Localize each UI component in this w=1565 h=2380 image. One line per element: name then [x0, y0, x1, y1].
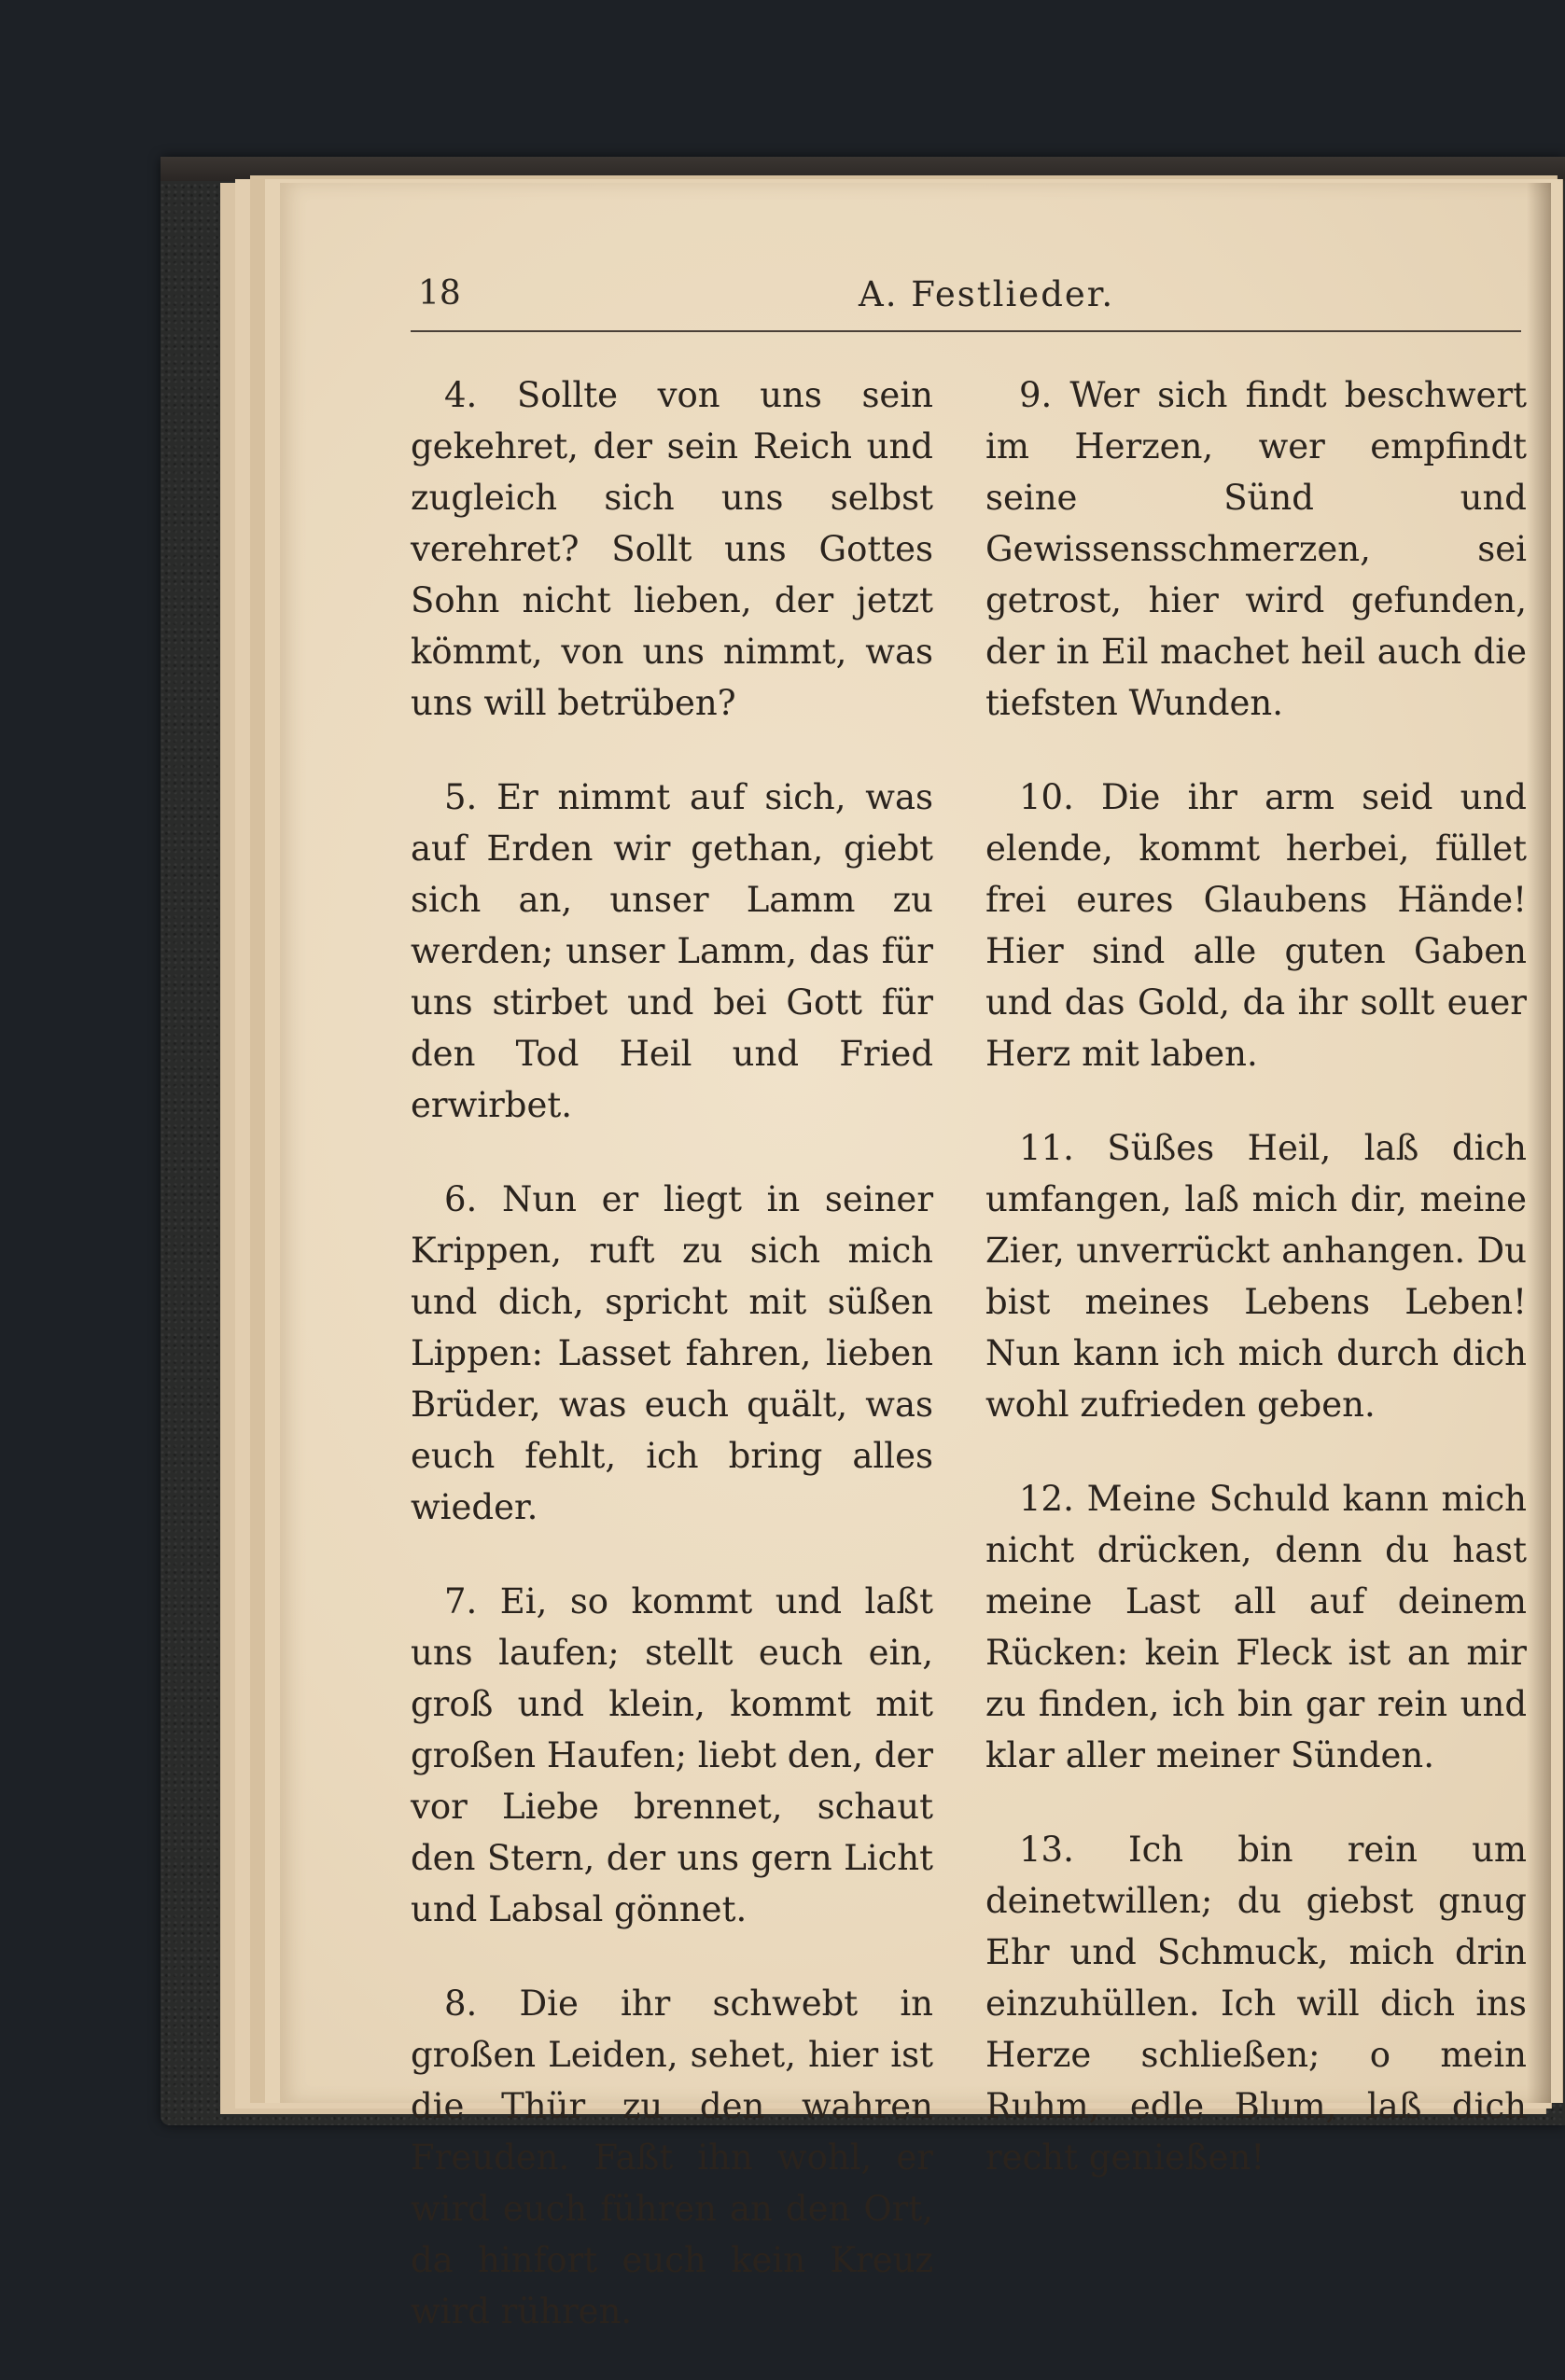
left-column	[411, 369, 933, 2380]
right-column	[985, 369, 1527, 2226]
verse	[411, 369, 933, 729]
verse-text: Süßes Heil, laß dich umfangen, laß mich dir, meine Zier, unverrückt anhangen. Du bist meines Lebens Leben! Nun kann ich mich durch dich wohl zufrieden geben.	[985, 1128, 1527, 1425]
verse-text: Sollte von uns sein gekehret, der sein Reich und zugleich sich uns selbst verehret? Sollt uns Gottes Sohn nicht lieben, der jetzt kömmt, von uns nimmt, was uns will betrüben?	[411, 375, 933, 723]
verse-number: 10.	[1019, 777, 1074, 817]
running-title: A. Festlieder.	[859, 274, 1115, 314]
verse-text: Die ihr schwebt in großen Leiden, sehet, hier ist die Thür zu den wahren Freuden. Faßt ihn wohl, er wird euch führen an den Ort, da hinfort euch kein Kreuz wird rühren.	[411, 1983, 933, 2331]
verse	[985, 772, 1527, 1079]
verse-text: Er nimmt auf sich, was auf Erden wir gethan, giebt sich an, unser Lamm zu werden; unser Lamm, das für uns stirbet und bei Gott für den Tod Heil und Fried erwirbet.	[411, 777, 933, 1125]
verse	[985, 369, 1527, 729]
verse	[411, 1978, 933, 2337]
verse-number: 4.	[444, 375, 478, 415]
verse-text: Wer sich findt beschwert im Herzen, wer empfindt seine Sünd und Gewissensschmerzen, sei getrost, hier wird gefunden, der in Eil machet heil auch die tiefsten Wunden.	[985, 375, 1527, 723]
verse-number: 6.	[444, 1179, 478, 1219]
page-gutter-shadow	[1527, 183, 1551, 2103]
verse-text: Die ihr arm seid und elende, kommt herbei, füllet frei eures Glaubens Hände! Hier sind alle guten Gaben und das Gold, da ihr sollt euer Herz mit laben.	[985, 777, 1527, 1074]
verse	[985, 1824, 1527, 2183]
verse-number: 13.	[1019, 1830, 1074, 1870]
verse-number: 9.	[1019, 375, 1053, 415]
verse-number: 12.	[1019, 1479, 1074, 1519]
verse-text: Meine Schuld kann mich nicht drücken, denn du hast meine Last all auf deinem Rücken: kein Fleck ist an mir zu finden, ich bin gar rein und klar aller meiner Sünden.	[985, 1479, 1528, 1775]
verse-text: Ei, so kommt und laßt uns laufen; stellt euch ein, groß und klein, kommt mit großen Haufen; liebt den, der vor Liebe brennet, schaut den Stern, der uns gern Licht und Labsal gönnet.	[411, 1581, 933, 1929]
header-rule	[411, 330, 1521, 332]
verse-number: 11.	[1019, 1128, 1074, 1168]
verse	[411, 1174, 933, 1533]
verse	[985, 1473, 1527, 1781]
verse-number: 5.	[444, 777, 478, 817]
book-page	[280, 183, 1551, 2331]
verse-number: 8.	[444, 1983, 478, 2024]
verse-text: Ich bin rein um deinetwillen; du giebst gnug Ehr und Schmuck, mich drin einzuhüllen. Ich will dich ins Herze schließen; o mein Ruhm, edle Blum, laß dich recht genießen!	[985, 1830, 1527, 2178]
verse	[411, 1576, 933, 1935]
page-number: 18	[418, 274, 461, 313]
verse-number: 7.	[444, 1581, 478, 1621]
verse	[985, 1122, 1527, 1430]
verse	[411, 772, 933, 1131]
verse-text: Nun er liegt in seiner Krippen, ruft zu sich mich und dich, spricht mit süßen Lippen: Lasset fahren, lieben Brüder, was euch quält, was euch fehlt, ich bring alles wieder.	[411, 1179, 934, 1527]
